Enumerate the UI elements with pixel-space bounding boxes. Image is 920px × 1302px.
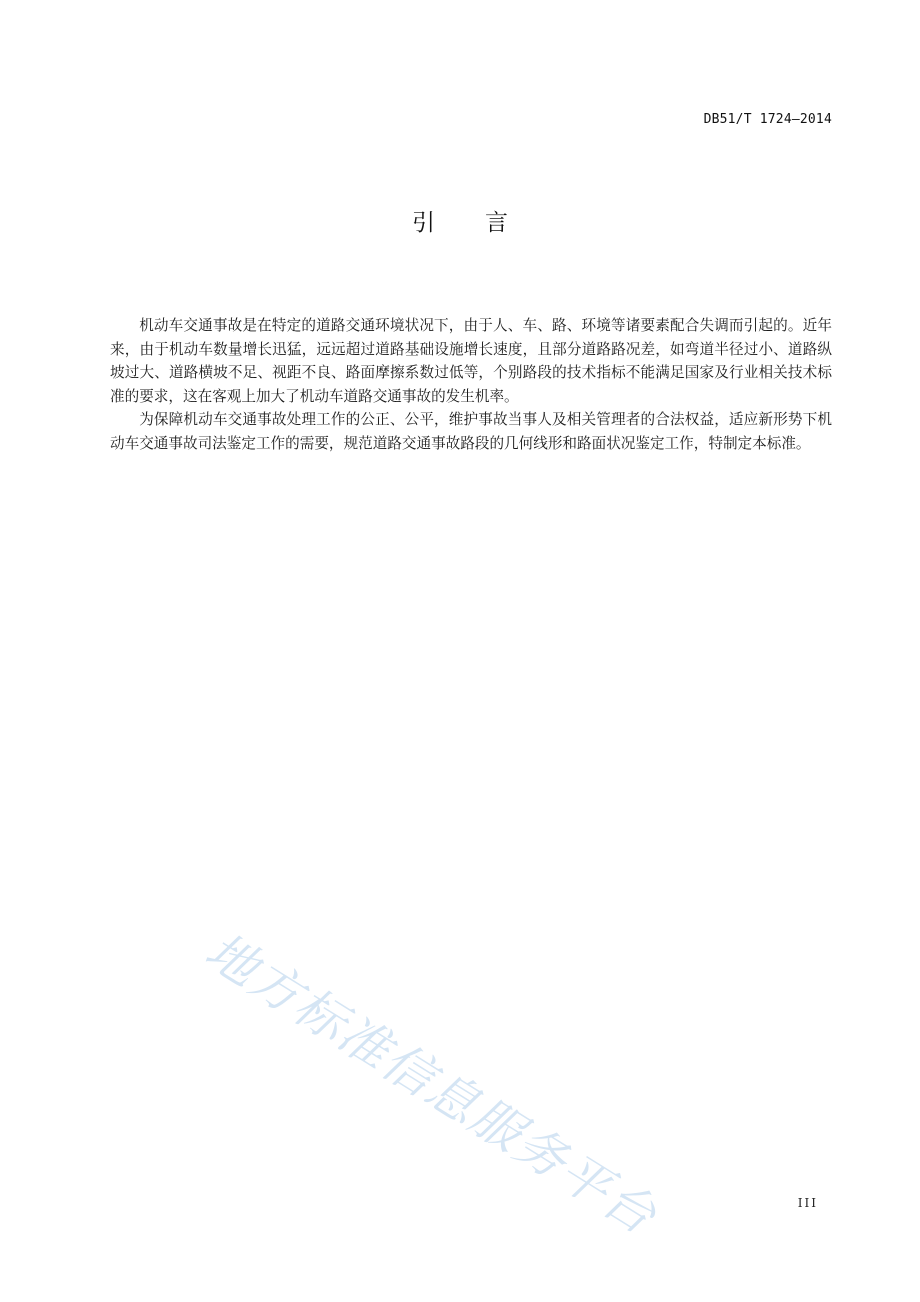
watermark: 地方标准信息服务平台 xyxy=(195,921,668,1247)
body-text xyxy=(110,314,832,455)
paragraph-2: 为保障机动车交通事故处理工作的公正、公平，维护事故当事人及相关管理者的合法权益，适应新形势下机动车交通事故司法鉴定工作的需要，规范道路交通事故路段的几何线形和路面状况鉴定工作，特制定本标准。 xyxy=(110,411,832,452)
page-number: III xyxy=(797,1196,818,1210)
document-code: DB51/T 1724—2014 xyxy=(703,112,832,127)
page-title: 引言 xyxy=(412,210,558,236)
paragraph-1: 机动车交通事故是在特定的道路交通环境状况下，由于人、车、路、环境等诸要素配合失调而引起的。近年来，由于机动车数量增长迅猛，远远超过道路基础设施增长速度，且部分道路路况差，如弯道半径过小、道路纵坡过大、道路横坡不足、视距不良、路面摩擦系数过低等，个别路段的技术指标不能满足国家及行业相关技术标准的要求，这在客观上加大了机动车道路交通事故的发生机率。 xyxy=(110,317,832,405)
